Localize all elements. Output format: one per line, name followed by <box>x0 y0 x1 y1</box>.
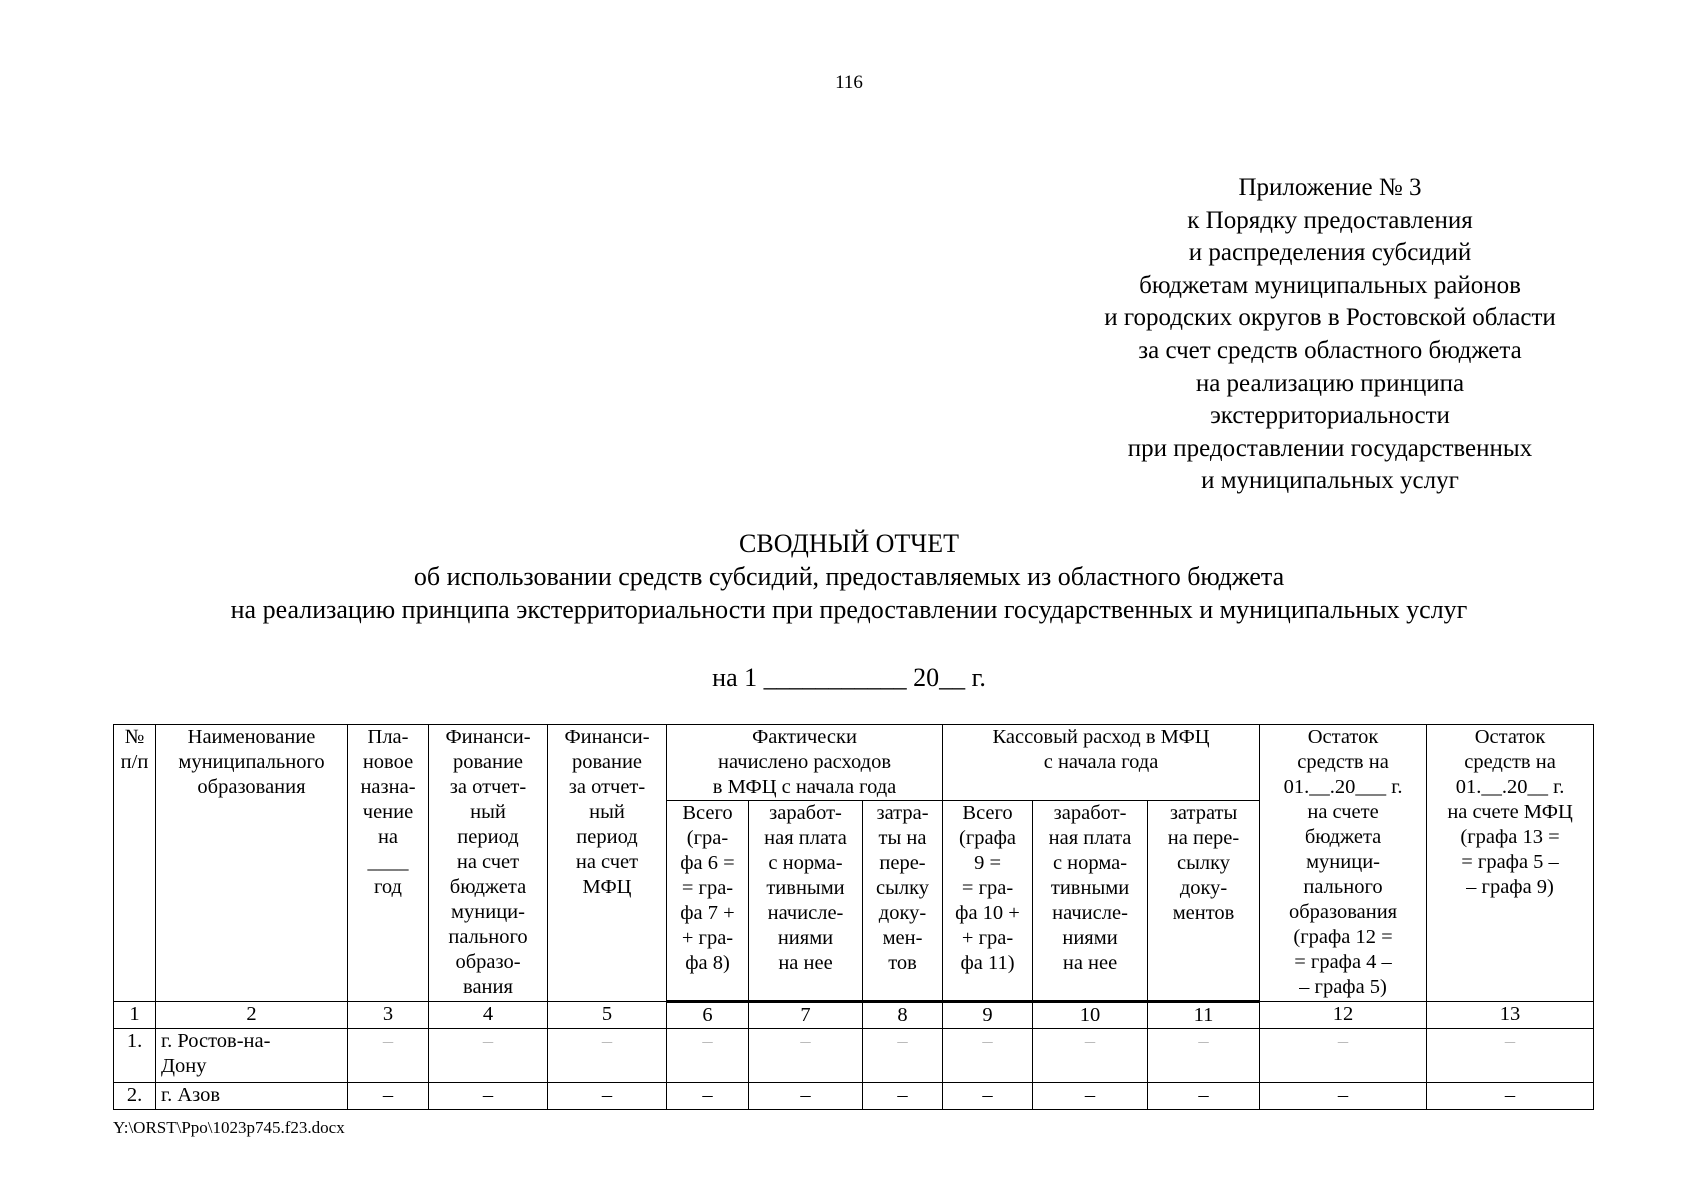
table-cell: – <box>348 1083 429 1110</box>
row-number: 1. <box>114 1029 156 1083</box>
table-cell: – <box>1260 1029 1427 1083</box>
table-cell: – <box>1148 1029 1260 1083</box>
header-cell: Всего (гра- фа 6 = = гра- фа 7 + + гра- фа 8) <box>667 801 749 1002</box>
table-cell: – <box>348 1029 429 1083</box>
column-number: 9 <box>943 1002 1033 1029</box>
municipality-name: г. Азов <box>156 1083 348 1110</box>
municipality-name: г. Ростов-на- Дону <box>156 1029 348 1083</box>
table-cell: – <box>548 1083 667 1110</box>
report-title: СВОДНЫЙ ОТЧЕТ <box>739 529 959 558</box>
column-number-row <box>114 1002 1594 1029</box>
report-title-block <box>0 527 1698 626</box>
column-number: 8 <box>863 1002 943 1029</box>
table-cell: – <box>749 1029 863 1083</box>
column-number: 13 <box>1427 1002 1594 1029</box>
table-cell: – <box>667 1029 749 1083</box>
header-cell: заработ- ная плата с норма- тивными начисле- ниями на нее <box>749 801 863 1002</box>
header-cell: Финанси- рование за отчет- ный период на счет бюджета муници- пального образо- вания <box>429 725 548 1002</box>
appendix-line: за счет средств областного бюджета <box>1138 336 1522 364</box>
header-group-cell: Кассовый расход в МФЦ с начала года <box>943 725 1260 801</box>
appendix-line: экстерриториальности <box>1210 402 1450 430</box>
column-number: 2 <box>156 1002 348 1029</box>
report-table <box>113 724 1594 1110</box>
column-number: 10 <box>1033 1002 1148 1029</box>
table-row <box>114 1029 1594 1083</box>
table-cell: – <box>1427 1083 1594 1110</box>
table-cell: – <box>943 1029 1033 1083</box>
column-number: 7 <box>749 1002 863 1029</box>
appendix-line: и распределения субсидий <box>1188 239 1472 267</box>
footer-file-path: Y:\ORST\Ppo\1023p745.f23.docx <box>113 1118 345 1137</box>
appendix-line: к Порядку предоставления <box>1187 206 1473 234</box>
header-cell: заработ- ная плата с норма- тивными начисле- ниями на нее <box>1033 801 1148 1002</box>
header-cell: Наименование муниципального образования <box>156 725 348 1002</box>
appendix-line: и муниципальных услуг <box>1201 467 1459 495</box>
row-number: 2. <box>114 1083 156 1110</box>
column-number: 3 <box>348 1002 429 1029</box>
column-number: 11 <box>1148 1002 1260 1029</box>
header-cell: затраты на пере- сылку доку- ментов <box>1148 801 1260 1002</box>
appendix-line: и городских округов в Ростовской области <box>1104 304 1556 332</box>
header-cell: Финанси- рование за отчет- ный период на счет МФЦ <box>548 725 667 1002</box>
header-group-cell: Фактически начислено расходов в МФЦ с начала года <box>667 725 943 801</box>
table-cell: – <box>1260 1083 1427 1110</box>
table-cell: – <box>1427 1029 1594 1083</box>
column-number: 12 <box>1260 1002 1427 1029</box>
appendix-line: Приложение № 3 <box>1238 174 1422 201</box>
report-subtitle: об использовании средств субсидий, предоставляемых из областного бюджета <box>413 562 1285 591</box>
report-subtitle: на реализацию принципа экстерриториальности при предоставлении государственных и муниципальных услуг <box>230 595 1468 624</box>
table-cell: – <box>429 1029 548 1083</box>
table-cell: – <box>548 1029 667 1083</box>
appendix-line: при предоставлении государственных <box>1127 434 1533 462</box>
appendix-line: бюджетам муниципальных районов <box>1139 271 1521 299</box>
column-number: 4 <box>429 1002 548 1029</box>
column-number: 1 <box>114 1002 156 1029</box>
table-cell: – <box>863 1029 943 1083</box>
table-header-row <box>114 725 1594 801</box>
header-cell: затра- ты на пере- сылку доку- мен- тов <box>863 801 943 1002</box>
header-cell: Всего (графа 9 = = гра- фа 10 + + гра- фа 11) <box>943 801 1033 1002</box>
table-cell: – <box>1033 1083 1148 1110</box>
report-date-line: на 1 ___________ 20__ г. <box>712 663 986 692</box>
page-number: 116 <box>835 72 863 93</box>
table-cell: – <box>429 1083 548 1110</box>
appendix-line: на реализацию принципа <box>1195 369 1465 397</box>
table-cell: – <box>943 1083 1033 1110</box>
column-number: 6 <box>667 1002 749 1029</box>
table-cell: – <box>749 1083 863 1110</box>
header-cell: Остаток средств на 01.__.20__ г. на счете МФЦ (графа 13 = = графа 5 – – графа 9) <box>1427 725 1594 1002</box>
table-cell: – <box>1148 1083 1260 1110</box>
table-cell: – <box>667 1083 749 1110</box>
table-cell: – <box>863 1083 943 1110</box>
header-cell: № п/п <box>114 725 156 1002</box>
header-cell: Пла- новое назна- чение на ____ год <box>348 725 429 1002</box>
header-cell: Остаток средств на 01.__.20___ г. на счете бюджета муници- пального образования (графа 12 = = графа 4 – – графа 5) <box>1260 725 1427 1002</box>
appendix-block <box>1060 172 1600 498</box>
table-cell: – <box>1033 1029 1148 1083</box>
table-row <box>114 1083 1594 1110</box>
column-number: 5 <box>548 1002 667 1029</box>
